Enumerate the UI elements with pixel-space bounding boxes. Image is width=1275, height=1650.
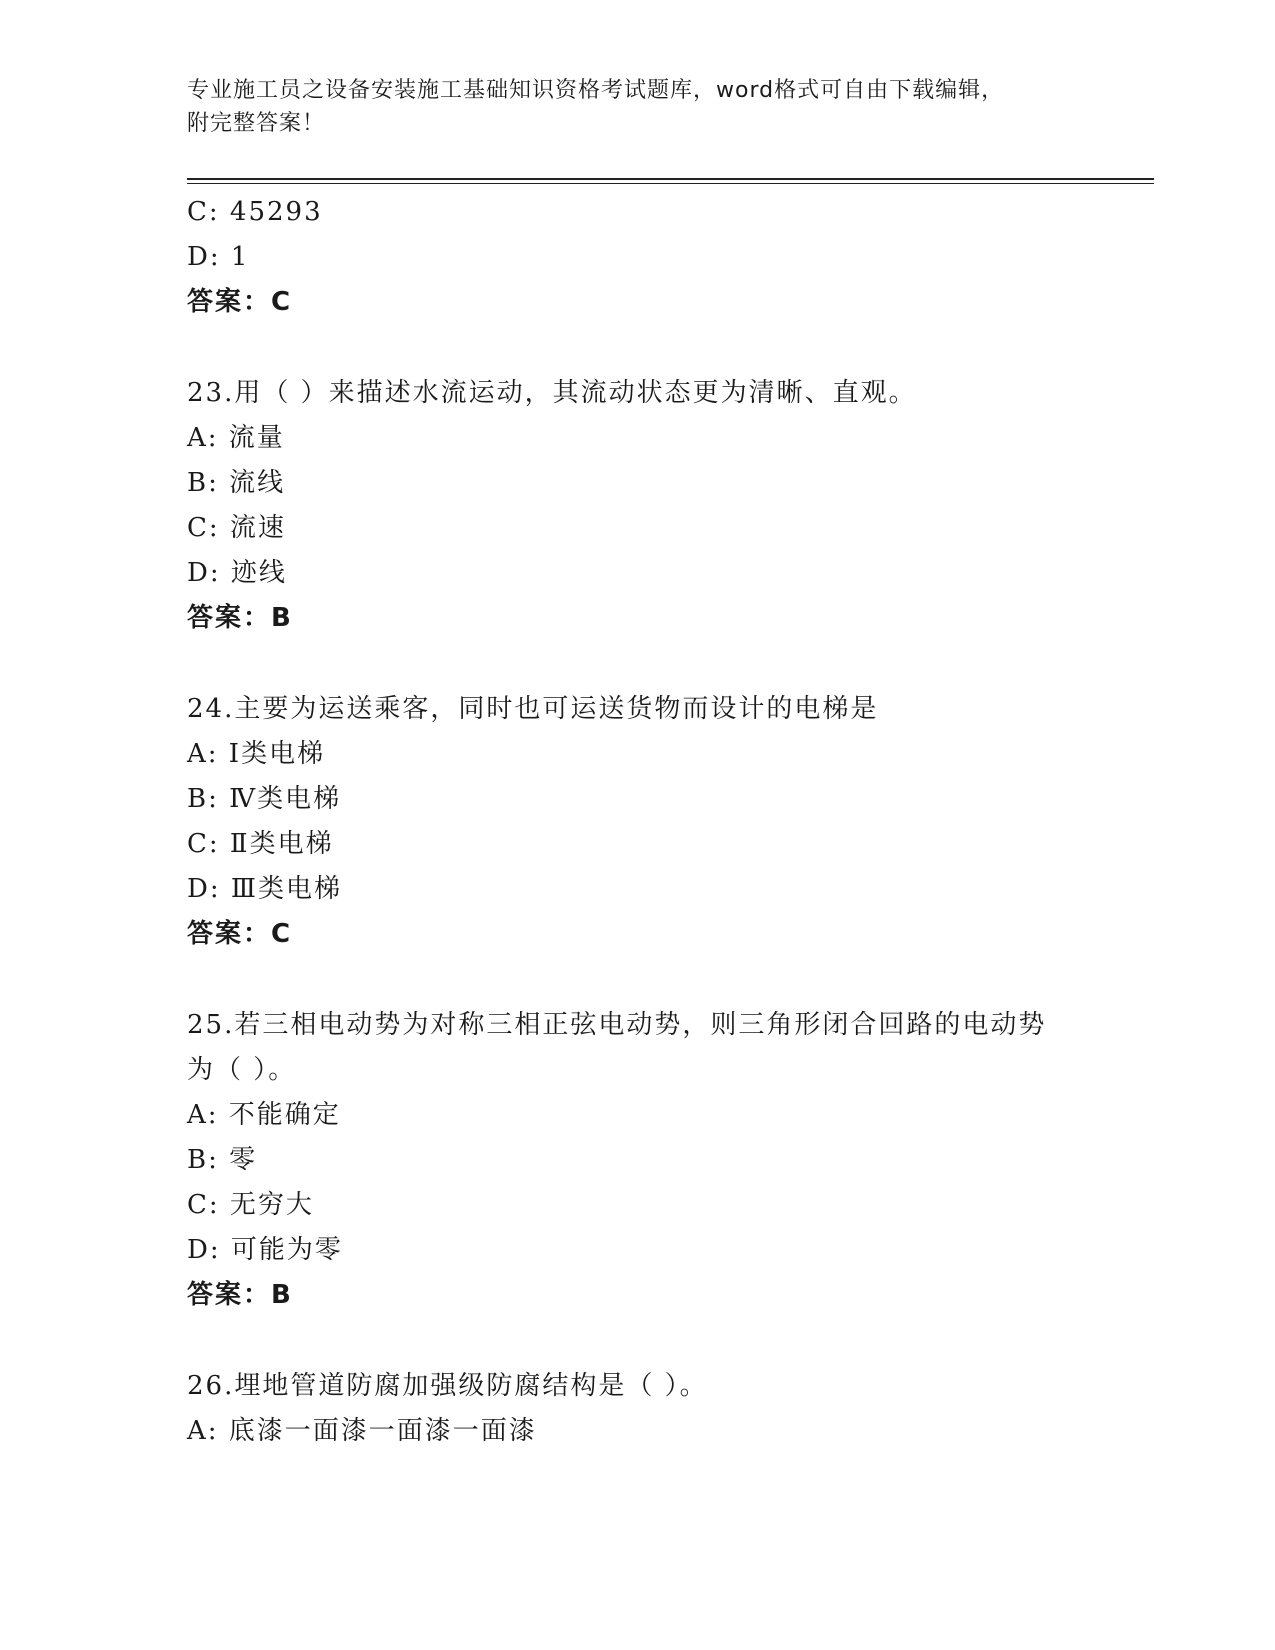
question-25-text-line-2: 为（ ）。 (187, 1055, 297, 1085)
answer-line: 答案：C (187, 287, 293, 317)
option-a: A: Ⅰ类电梯 (187, 739, 326, 769)
option-c: C: 45293 (187, 197, 323, 227)
option-b: B: 零 (187, 1145, 258, 1175)
option-a: A: 不能确定 (187, 1100, 341, 1130)
header-title-line-2: 附完整答案！ (187, 111, 326, 136)
option-d: D: 迹线 (187, 558, 287, 588)
question-24-text: 24.主要为运送乘客，同时也可运送货物而设计的电梯是 (187, 694, 879, 724)
header-rule-thick (187, 178, 1154, 180)
answer-line: 答案：B (187, 1280, 293, 1310)
question-list (187, 190, 1087, 1454)
question-23-text: 23.用（ ）来描述水流运动，其流动状态更为清晰、直观。 (187, 378, 917, 408)
header-rule-thin (187, 183, 1154, 184)
option-d: D: 1 (187, 242, 250, 272)
option-a: A: 流量 (187, 423, 285, 453)
option-d: D: Ⅲ类电梯 (187, 874, 342, 904)
answer-line: 答案：C (187, 919, 293, 949)
question-26-text: 26.埋地管道防腐加强级防腐结构是（ ）。 (187, 1371, 708, 1401)
option-d: D: 可能为零 (187, 1235, 343, 1265)
option-b: B: Ⅳ类电梯 (187, 784, 342, 814)
answer-line: 答案：B (187, 603, 293, 633)
option-c: C: Ⅱ类电梯 (187, 829, 334, 859)
header-title-line-1: 专业施工员之设备安装施工基础知识资格考试题库，word格式可自由下载编辑， (187, 78, 1005, 103)
option-c: C: 无穷大 (187, 1190, 314, 1220)
option-c: C: 流速 (187, 513, 286, 543)
question-25-text-line-1: 25.若三相电动势为对称三相正弦电动势，则三角形闭合回路的电动势 (187, 1010, 1047, 1040)
document-header (187, 74, 1067, 140)
option-b: B: 流线 (187, 468, 286, 498)
option-a: A: 底漆一面漆一面漆一面漆 (187, 1416, 537, 1446)
